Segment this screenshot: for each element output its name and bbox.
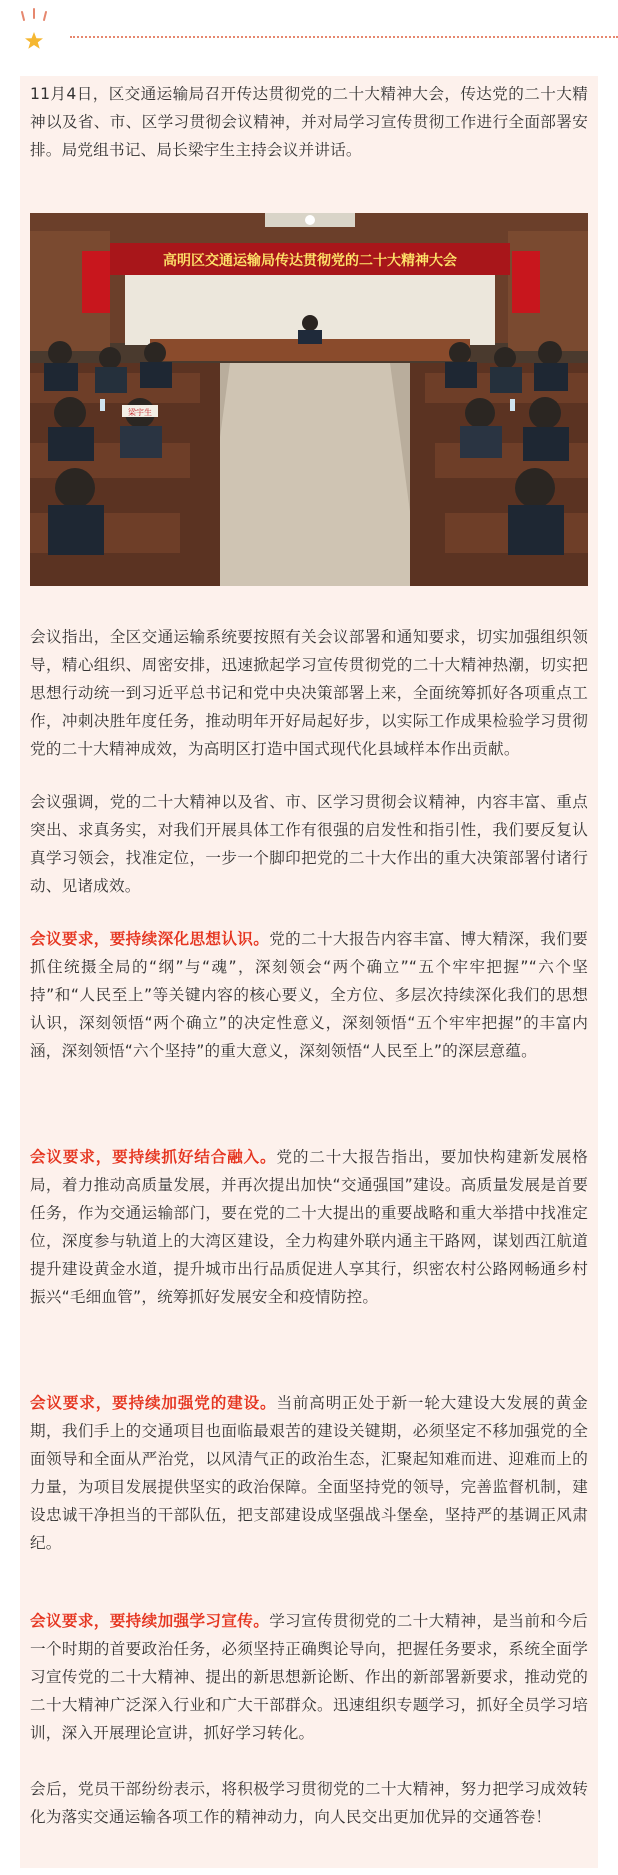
requirement-party-building xyxy=(30,1389,588,1557)
article-card xyxy=(20,76,598,1868)
requirement-thinking xyxy=(30,925,588,1065)
sparkle-star-icon xyxy=(0,0,80,64)
requirement-thinking-body: 党的二十大报告内容丰富、博大精深，我们要抓住统摄全局的“纲”与“魂”，深刻领会“两个确立”“五个牢牢把握”“六个坚持”和“人民至上”等关键内容的核心要义，全方位、多层次持续深化我们的思想认识，深刻领悟“两个确立”的决定性意义，深刻领悟“五个牢牢把握”的丰富内涵，深刻领悟“六个坚持”的重大意义，深刻领悟“人民至上”的深层意蕴。 xyxy=(30,930,588,1060)
intro-paragraph: 11月4日，区交通运输局召开传达贯彻党的二十大精神大会，传达党的二十大精神以及省、市、区学习贯彻会议精神，并对局学习宣传贯彻工作进行全面部署安排。局党组书记、局长梁宇生主持会议并讲话。 xyxy=(30,85,588,159)
paragraph-meeting-points: 会议指出，全区交通运输系统要按照有关会议部署和通知要求，切实加强组织领导，精心组织、周密安排，迅速掀起学习宣传贯彻党的二十大精神热潮，切实把思想行动统一到习近平总书记和党中央决策部署上来，全面统筹抓好各项重点工作，冲刺决胜年度任务，推动明年开好局起好步，以实际工作成果检验学习贯彻党的二十大精神成效，为高明区打造中国式现代化县域样本作出贡献。 xyxy=(30,628,588,758)
closing-paragraph: 会后，党员干部纷纷表示，将积极学习贯彻党的二十大精神，努力把学习成效转化为落实交通运输各项工作的精神动力，向人民交出更加优异的交通答卷！ xyxy=(30,1780,588,1826)
requirement-publicity-heading: 会议要求，要持续加强学习宣传。 xyxy=(30,1612,270,1630)
photo-nameplate: 梁宇生 xyxy=(128,408,152,417)
requirement-integration xyxy=(30,1143,588,1311)
requirement-thinking-heading: 会议要求，要持续深化思想认识。 xyxy=(30,930,270,948)
requirement-party-building-heading: 会议要求，要持续加强党的建设。 xyxy=(30,1394,277,1412)
requirement-party-building-body: 当前高明正处于新一轮大建设大发展的黄金期，我们手上的交通项目也面临最艰苦的建设关键期，必须坚定不移加强党的全面领导和全面从严治党，以风清气正的政治生态，汇聚起知难而进、迎难而上的力量，为项目发展提供坚实的政治保障。全面坚持党的领导，完善监督机制，建设忠诚干净担当的干部队伍，把支部建设成坚强战斗堡垒，坚持严的基调正风肃纪。 xyxy=(30,1394,588,1552)
requirement-publicity-body: 学习宣传贯彻党的二十大精神，是当前和今后一个时期的首要政治任务，必须坚持正确舆论导向，把握任务要求，系统全面学习宣传党的二十大精神、提出的新思想新论断、作出的新部署新要求，推动党的二十大精神广泛深入行业和广大干部群众。迅速组织专题学习，抓好全员学习培训，深入开展理论宣讲，抓好学习转化。 xyxy=(30,1612,588,1742)
requirement-integration-heading: 会议要求，要持续抓好结合融入。 xyxy=(30,1148,277,1166)
meeting-photo xyxy=(30,213,588,586)
paragraph-meeting-emphasis: 会议强调，党的二十大精神以及省、市、区学习贯彻会议精神，内容丰富、重点突出、求真务实，对我们开展具体工作有很强的启发性和指引性，我们要反复认真学习领会，找准定位，一步一个脚印把党的二十大作出的重大决策部署付诸行动、见诸成效。 xyxy=(30,793,588,895)
requirement-integration-body: 党的二十大报告指出，要加快构建新发展格局，着力推动高质量发展，并再次提出加快“交通强国”建设。高质量发展是首要任务，作为交通运输部门，要在党的二十大提出的重要战略和重大举措中找准定位，深度参与轨道上的大湾区建设，全力构建外联内通主干路网，谋划西江航道提升建设黄金水道，提升城市出行品质促进人享其行，织密农村公路网畅通乡村振兴“毛细血管”，统筹抓好发展安全和疫情防控。 xyxy=(30,1148,588,1306)
requirement-publicity xyxy=(30,1607,588,1747)
dotted-divider xyxy=(70,36,618,38)
photo-banner-text: 高明区交通运输局传达贯彻党的二十大精神大会 xyxy=(163,253,457,269)
header-decoration xyxy=(0,0,618,64)
